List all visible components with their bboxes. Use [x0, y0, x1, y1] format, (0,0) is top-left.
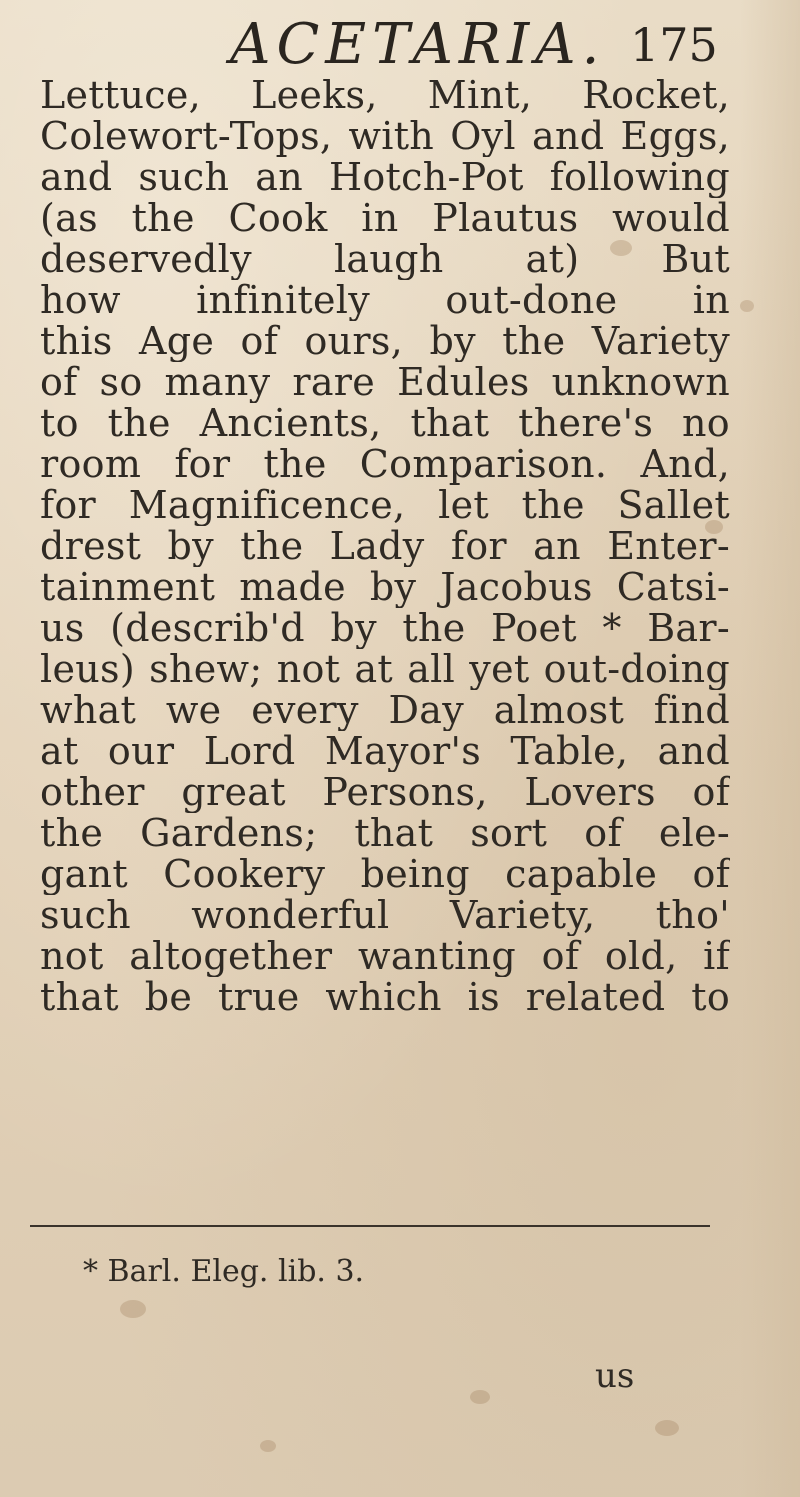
catchword: us [595, 1356, 635, 1396]
footnote-rule [30, 1225, 710, 1227]
text-line: what we every Day almost find [40, 690, 730, 731]
text-line: other great Persons, Lovers of [40, 772, 730, 813]
text-line: drest by the Lady for an Enter- [40, 526, 730, 567]
text-line: at our Lord Mayor's Table, and [40, 731, 730, 772]
text-line: us (describ'd by the Poet * Bar- [40, 608, 730, 649]
running-head: ACETARIA. [230, 12, 606, 77]
text-line: not altogether wanting of old, if [40, 936, 730, 977]
text-line: Colewort-Tops, with Oyl and Eggs, [40, 116, 730, 157]
text-line: and such an Hotch-Pot following [40, 157, 730, 198]
text-line: to the Ancients, that there's no [40, 403, 730, 444]
page-header [0, 8, 800, 78]
text-line: leus) shew; not at all yet out-doing [40, 649, 730, 690]
text-line: how infinitely out-done in [40, 280, 730, 321]
text-line: this Age of ours, by the Variety [40, 321, 730, 362]
text-line: for Magnificence, let the Sallet [40, 485, 730, 526]
text-line: room for the Comparison. And, [40, 444, 730, 485]
footnote: * Barl. Eleg. lib. 3. [83, 1254, 365, 1289]
text-line: that be true which is related to [40, 977, 730, 1018]
text-line: the Gardens; that sort of ele- [40, 813, 730, 854]
text-line: deservedly laugh at) But [40, 239, 730, 280]
text-line: tainment made by Jacobus Catsi- [40, 567, 730, 608]
text-line: gant Cookery being capable of [40, 854, 730, 895]
body-text [40, 75, 730, 1018]
page-number: 175 [630, 18, 718, 72]
text-line: such wonderful Variety, tho' [40, 895, 730, 936]
text-line: of so many rare Edules unknown [40, 362, 730, 403]
text-line: (as the Cook in Plautus would [40, 198, 730, 239]
text-line: Lettuce, Leeks, Mint, Rocket, [40, 75, 730, 116]
